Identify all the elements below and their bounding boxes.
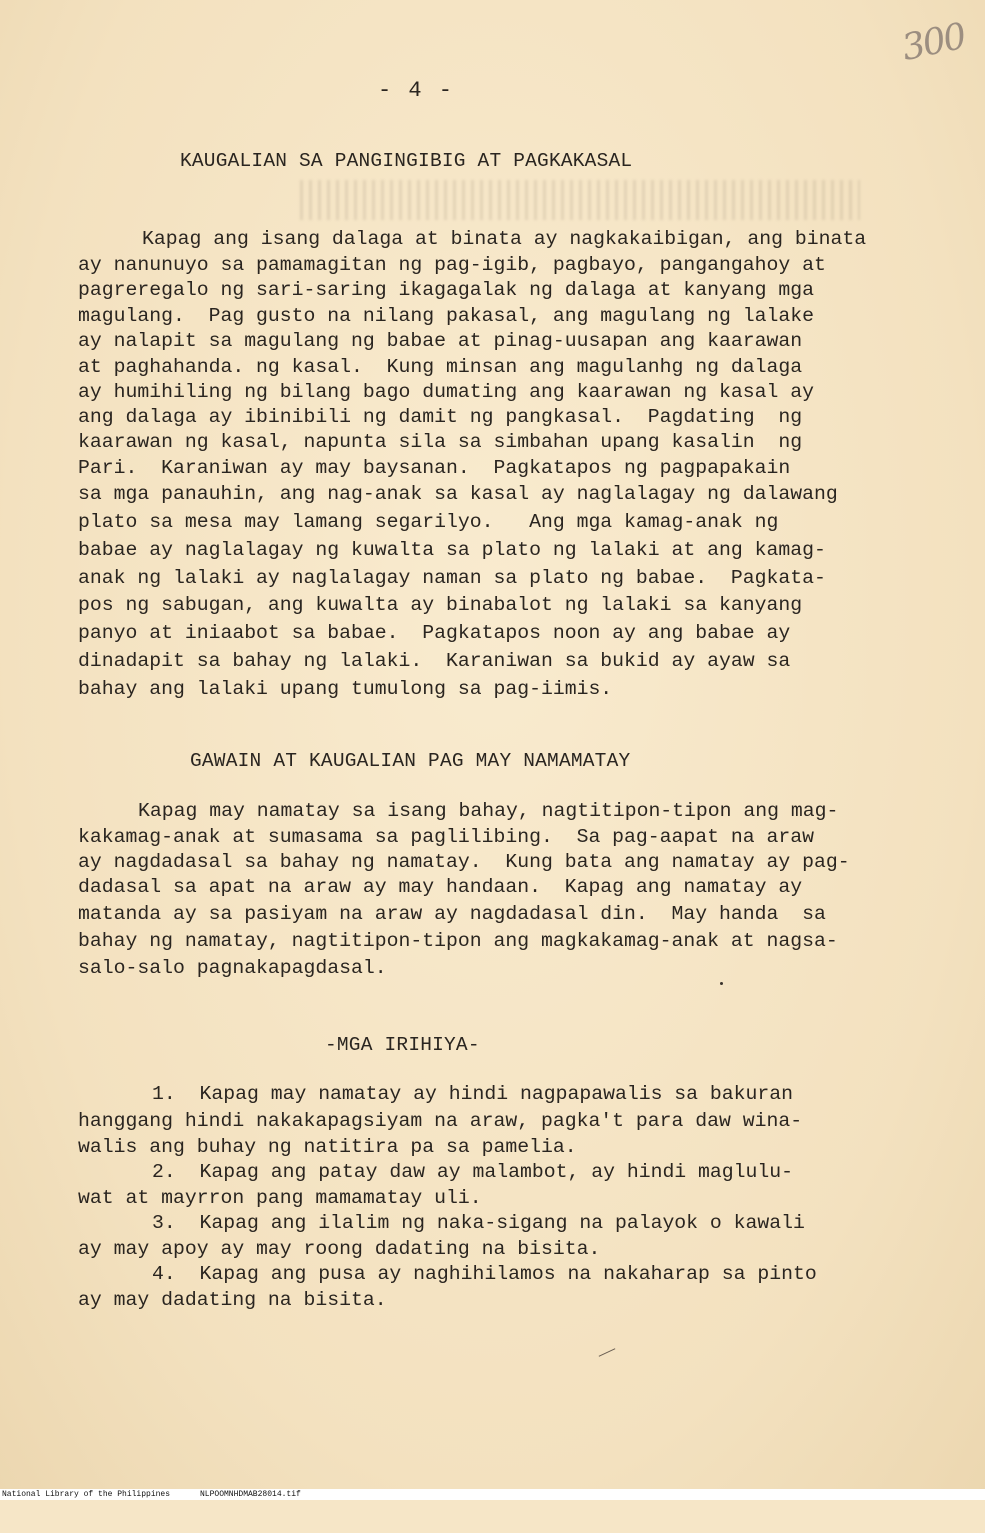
footer-institution: National Library of the Philippines	[2, 1490, 171, 1499]
list-item: 4. Kapag ang pusa ay naghihilamos na nakaharap sa pinto	[152, 1263, 817, 1285]
show-through-text	[300, 180, 860, 220]
text-line: kakamag-anak at sumasama sa paglilibing. Sa pag-aapat na araw	[78, 826, 814, 848]
list-item-continuation: wat at mayrron pang mamamatay uli.	[78, 1187, 482, 1209]
text-line: panyo at iniaabot sa babae. Pagkatapos noon ay ang babae ay	[78, 622, 791, 644]
text-line: anak ng lalaki ay naglalagay naman sa plato ng babae. Pagkata-	[78, 567, 826, 589]
text-line: pos ng sabugan, ang kuwalta ay binabalot ng lalaki sa kanyang	[78, 594, 803, 616]
text-line: salo-salo pagnakapagdasal.	[78, 957, 387, 979]
text-line: at paghahanda. ng kasal. Kung minsan ang magulanhg ng dalaga	[78, 356, 803, 378]
text-line: bahay ang lalaki upang tumulong sa pag-iimis.	[78, 678, 613, 700]
text-line: Kapag ang isang dalaga at binata ay nagkakaibigan, ang binata	[142, 228, 867, 250]
text-line: Kapag may namatay sa isang bahay, nagtitipon-tipon ang mag-	[138, 800, 839, 822]
page-number: - 4 -	[378, 78, 455, 103]
text-line: bahay ng namatay, nagtitipon-tipon ang magkakamag-anak at nagsa-	[78, 930, 838, 952]
text-line: ay nanunuyo sa pamamagitan ng pag-igib, pagbayo, pangangahoy at	[78, 254, 826, 276]
text-line: matanda ay sa pasiyam na araw ay nagdadasal din. May handa sa	[78, 903, 826, 925]
list-item-continuation: walis ang buhay ng natitira pa sa pamelia.	[78, 1136, 577, 1158]
text-line: sa mga panauhin, ang nag-anak sa kasal ay naglalagay ng dalawang	[78, 483, 838, 505]
list-item-continuation: ay may dadating na bisita.	[78, 1289, 387, 1311]
footer-filename: NLPOOMNHDMAB28014.tif	[200, 1490, 301, 1499]
stray-ink-dot	[720, 982, 723, 985]
text-line: dadasal sa apat na araw ay may handaan. Kapag ang namatay ay	[78, 876, 803, 898]
text-line: Pari. Karaniwan ay may baysanan. Pagkatapos ng pagpapakain	[78, 457, 791, 479]
section-heading-courtship: KAUGALIAN SA PANGINGIBIG AT PAGKAKASAL	[180, 150, 633, 172]
stray-pen-mark	[599, 1348, 616, 1357]
list-item: 1. Kapag may namatay ay hindi nagpapawalis sa bakuran	[152, 1083, 794, 1105]
handwritten-folio-number: 300	[898, 15, 969, 70]
scan-footer	[0, 1489, 985, 1500]
text-line: ay humihiling ng bilang bago dumating ang kaarawan ng kasal ay	[78, 381, 814, 403]
text-line: pagreregalo ng sari-saring ikagagalak ng dalaga at kanyang mga	[78, 279, 814, 301]
list-item-continuation: ay may apoy ay may roong dadating na bisita.	[78, 1238, 601, 1260]
text-line: plato sa mesa may lamang segarilyo. Ang mga kamag-anak ng	[78, 511, 779, 533]
text-line: magulang. Pag gusto na nilang pakasal, ang magulang ng lalake	[78, 305, 814, 327]
section-heading-death-customs: GAWAIN AT KAUGALIAN PAG MAY NAMAMATAY	[190, 750, 631, 772]
section-heading-superstitions: -MGA IRIHIYA-	[325, 1034, 480, 1056]
text-line: dinadapit sa bahay ng lalaki. Karaniwan sa bukid ay ayaw sa	[78, 650, 791, 672]
text-line: ang dalaga ay ibinibili ng damit ng pangkasal. Pagdating ng	[78, 406, 803, 428]
text-line: ay nagdadasal sa bahay ng namatay. Kung bata ang namatay ay pag-	[78, 851, 850, 873]
text-line: kaarawan ng kasal, napunta sila sa simbahan upang kasalin ng	[78, 431, 803, 453]
list-item: 2. Kapag ang patay daw ay malambot, ay hindi maglulu-	[152, 1161, 794, 1183]
list-item: 3. Kapag ang ilalim ng naka-sigang na palayok o kawali	[152, 1212, 805, 1234]
text-line: babae ay naglalagay ng kuwalta sa plato ng lalaki at ang kamag-	[78, 539, 826, 561]
list-item-continuation: hanggang hindi nakakapagsiyam na araw, pagka't para daw wina-	[78, 1110, 803, 1132]
text-line: ay nalapit sa magulang ng babae at pinag-uusapan ang kaarawan	[78, 330, 803, 352]
